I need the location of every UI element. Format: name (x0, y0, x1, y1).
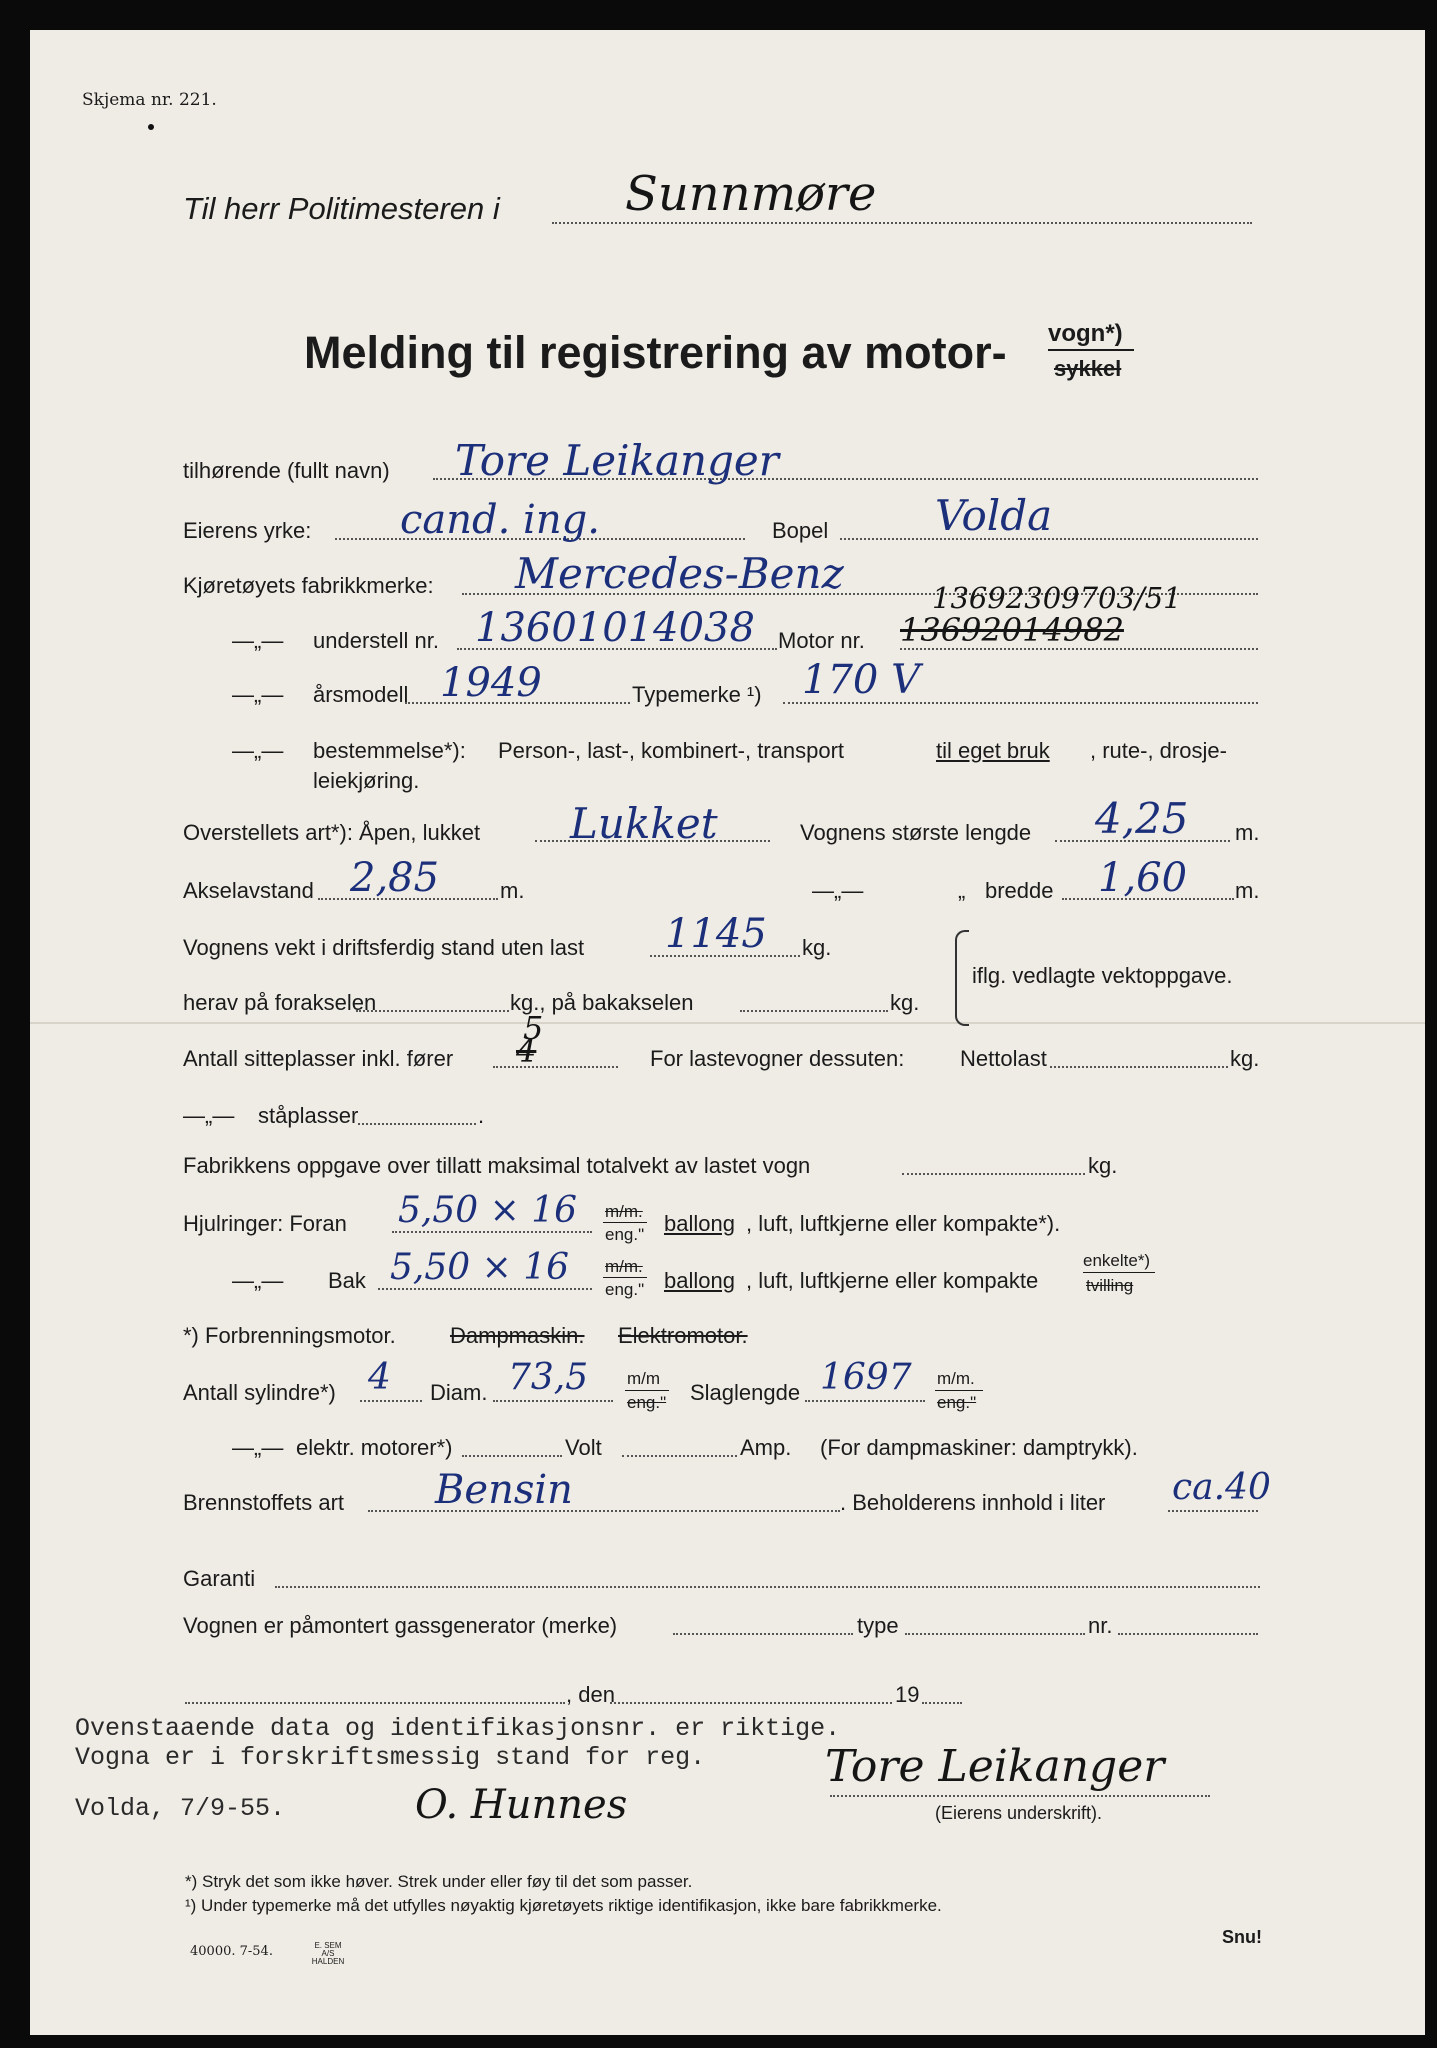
owner-signature-label: (Eierens underskrift). (935, 1803, 1103, 1823)
occupation-label: Eierens yrke: (183, 518, 312, 543)
printer-code: 40000. 7-54. (190, 1944, 273, 1959)
chassis-prefix: —„— (232, 628, 284, 653)
diameter-eng: eng." (627, 1393, 667, 1412)
tires-front-eng: eng." (605, 1225, 645, 1244)
date-year: 19 (895, 1682, 920, 1707)
rear-axle-unit: kg. (890, 990, 920, 1015)
gas-generator-no-label: nr. (1088, 1613, 1113, 1638)
width-prefix: —„— (812, 878, 864, 903)
volt-line (622, 1455, 737, 1457)
residence-label: Bopel (772, 518, 829, 543)
type-value: 170 V (802, 657, 920, 703)
fuel-label: Brennstoffets art (183, 1490, 345, 1515)
tires-rear-label: Bak (328, 1268, 366, 1293)
dot-mark (148, 124, 154, 130)
cylinders-label: Antall sylindre*) (183, 1380, 336, 1405)
purpose-options-a: Person-, last-, kombinert-, transport (498, 738, 845, 763)
standing-line (358, 1123, 476, 1125)
stroke-line (805, 1400, 925, 1402)
motor-value-old: 13692014982 (900, 611, 1124, 649)
tires-rear-line (378, 1288, 592, 1290)
rear-axle-label: kg., på bakakselen (510, 990, 694, 1015)
stroke-unit-bar (935, 1390, 983, 1391)
type-label: Typemerke ¹) (632, 682, 762, 707)
rear-axle-line (740, 1010, 888, 1012)
standing-prefix: —„— (183, 1103, 235, 1128)
make-label: Kjøretøyets fabrikkmerke: (183, 573, 434, 598)
chassis-label: understell nr. (313, 628, 439, 653)
typed-note-line3: Volda, 7/9-55. (75, 1794, 286, 1823)
gas-generator-type-label: type (857, 1613, 899, 1638)
weight-value: 1145 (665, 911, 767, 957)
weight-label: Vognens vekt i driftsferdig stand uten last (183, 935, 585, 960)
tires-rear-rest: , luft, luftkjerne eller kompakte (746, 1268, 1039, 1293)
typed-note-line1: Ovenstaaende data og identifikasjonsnr. er riktige. (75, 1714, 841, 1743)
occupation-value: cand. ing. (400, 497, 600, 543)
title-fraction-bar (1048, 349, 1134, 351)
tires-rear-value: 5,50 × 16 (390, 1247, 570, 1288)
year-suffix-line (922, 1702, 962, 1704)
residence-value: Volda (935, 491, 1053, 540)
cylinders-line (360, 1400, 422, 1402)
form-title: Melding til registrering av motor- (304, 327, 1007, 378)
weight-brace (955, 930, 969, 1026)
diameter-unit-bar (625, 1390, 669, 1391)
weight-unit: kg. (802, 935, 832, 960)
tires-front-rest: , luft, luftkjerne eller kompakte*). (746, 1211, 1061, 1236)
addressee-label: Til herr Politimesteren i (183, 191, 500, 226)
engine-combustion: *) Forbrenningsmotor. (183, 1323, 396, 1348)
body-value: Lukket (570, 799, 718, 848)
gas-generator-type-line (905, 1633, 1085, 1635)
tires-front-mm: m/m. (605, 1202, 643, 1221)
tank-label: . Beholderens innhold i liter (840, 1490, 1106, 1515)
stroke-label: Slaglengde (690, 1380, 801, 1405)
make-value: Mercedes-Benz (515, 549, 844, 598)
diameter-mm: m/m (627, 1369, 661, 1388)
front-axle-line (356, 1010, 509, 1012)
purpose-options-line2: leiekjøring. (313, 768, 420, 793)
net-load-line (1050, 1066, 1228, 1068)
diameter-label: Diam. (430, 1380, 488, 1405)
net-load-label: Nettolast (960, 1046, 1047, 1071)
seats-value: 5 (523, 1009, 544, 1047)
tires-rear-twin: tvilling (1086, 1276, 1134, 1295)
seats-old-value: 4 (516, 1032, 537, 1070)
steam-label: (For dampmaskiner: damptrykk). (820, 1435, 1138, 1460)
amp-label: Amp. (740, 1435, 792, 1460)
net-load-unit: kg. (1230, 1046, 1260, 1071)
paper-fold (30, 1022, 1425, 1024)
footnote-one: ¹) Under typemerke må det utfylles nøyaktig kjøretøyets riktige identifikasjon, ikke bare fabrikkmerke. (185, 1896, 942, 1915)
body-label: Overstellets art*): Åpen, lukket (183, 820, 481, 845)
length-label: Vognens største lengde (800, 820, 1032, 845)
chassis-value: 13601014038 (475, 605, 755, 651)
tires-rear-prefix: —„— (232, 1268, 284, 1293)
motor-label: Motor nr. (778, 628, 865, 653)
max-weight-unit: kg. (1088, 1153, 1118, 1178)
wheelbase-label: Akselavstand (183, 878, 314, 903)
tires-rear-ballong: ballong (664, 1268, 735, 1293)
tires-rear-eng: eng." (605, 1280, 645, 1299)
year-value: 1949 (440, 660, 542, 706)
warranty-line (275, 1586, 1260, 1588)
seats-line (493, 1066, 618, 1068)
weight-note: iflg. vedlagte vektoppgave. (972, 963, 1233, 988)
length-value: 4,25 (1095, 794, 1189, 843)
tires-front-line (392, 1231, 592, 1233)
standing-end: . (478, 1103, 485, 1128)
electric-label: elektr. motorer*) (296, 1435, 453, 1460)
width-value: 1,60 (1098, 855, 1188, 901)
title-option-sykkel: sykkel (1054, 356, 1122, 381)
length-unit: m. (1235, 820, 1260, 845)
tires-rear-unit-bar (603, 1277, 647, 1278)
gas-generator-label: Vognen er påmontert gassgenerator (merke) (183, 1613, 618, 1638)
gas-generator-no-line (1118, 1633, 1258, 1635)
diameter-value: 73,5 (508, 1357, 589, 1398)
cylinders-value: 4 (368, 1357, 391, 1398)
tires-front-unit-bar (603, 1222, 647, 1223)
diameter-line (493, 1400, 613, 1402)
owner-signature-line (830, 1795, 1210, 1797)
fuel-value: Bensin (435, 1467, 573, 1513)
addressee-line (552, 222, 1252, 224)
printer-name: E. SEM A/S HALDEN (311, 1941, 345, 1966)
owner-label: tilhørende (fullt navn) (183, 458, 390, 483)
standing-label: ståplasser (258, 1103, 359, 1128)
tires-rear-single: enkelte*) (1083, 1251, 1151, 1270)
front-axle-label: herav på forakselen (183, 990, 377, 1015)
tires-rear-mm: m/m. (605, 1257, 643, 1276)
tires-front-value: 5,50 × 16 (398, 1190, 578, 1231)
max-weight-label: Fabrikkens oppgave over tillatt maksimal totalvekt av lastet vogn (183, 1153, 811, 1178)
width-unit: m. (1235, 878, 1260, 903)
tires-front-label: Hjulringer: Foran (183, 1211, 347, 1236)
lorry-label: For lastevogner dessuten: (650, 1046, 905, 1071)
max-weight-line (902, 1173, 1085, 1175)
form-number: Skjema nr. 221. (82, 90, 217, 110)
title-option-vogn: vogn*) (1048, 320, 1123, 347)
motor-value-new: 13692309703/51 (932, 581, 1182, 615)
electric-count-line (462, 1455, 562, 1457)
typed-note-line2: Vogna er i forskriftsmessig stand for reg. (75, 1743, 706, 1772)
width-label: bredde (985, 878, 1054, 903)
purpose-selected: til eget bruk (936, 738, 1050, 763)
inspector-signature: O. Hunnes (415, 1782, 628, 1828)
date-den: , den (566, 1682, 615, 1707)
place-line (185, 1702, 565, 1704)
purpose-prefix: —„— (232, 738, 284, 763)
tires-rear-fraction-bar (1083, 1272, 1155, 1273)
wheelbase-unit: m. (500, 878, 525, 903)
date-line (610, 1702, 892, 1704)
stroke-eng: eng." (937, 1393, 977, 1412)
engine-electric: Elektromotor. (618, 1323, 748, 1348)
addressee-value: Sunnmøre (625, 166, 877, 222)
footnote-star: *) Stryk det som ikke høver. Strek under eller føy til det som passer. (185, 1872, 693, 1891)
tires-front-ballong: ballong (664, 1211, 735, 1236)
year-prefix: —„— (232, 682, 284, 707)
stroke-value: 1697 (820, 1357, 912, 1398)
width-quote: „ (958, 878, 966, 903)
year-label: årsmodell (313, 682, 409, 707)
owner-value: Tore Leikanger (455, 436, 779, 485)
electric-prefix: —„— (232, 1435, 284, 1460)
purpose-options-c: , rute-, drosje- (1090, 738, 1227, 763)
wheelbase-value: 2,85 (350, 855, 440, 901)
engine-steam: Dampmaskin. (450, 1323, 585, 1348)
volt-label: Volt (565, 1435, 602, 1460)
purpose-label: bestemmelse*): (313, 738, 466, 763)
tank-value: ca.40 (1172, 1467, 1271, 1508)
seats-label: Antall sitteplasser inkl. fører (183, 1046, 454, 1071)
tank-line (1168, 1510, 1258, 1512)
warranty-label: Garanti (183, 1566, 256, 1591)
stroke-mm: m/m. (937, 1369, 975, 1388)
owner-signature: Tore Leikanger (825, 1741, 1165, 1792)
gas-generator-brand-line (673, 1633, 853, 1635)
turn-over-note: Snu! (1222, 1927, 1262, 1947)
